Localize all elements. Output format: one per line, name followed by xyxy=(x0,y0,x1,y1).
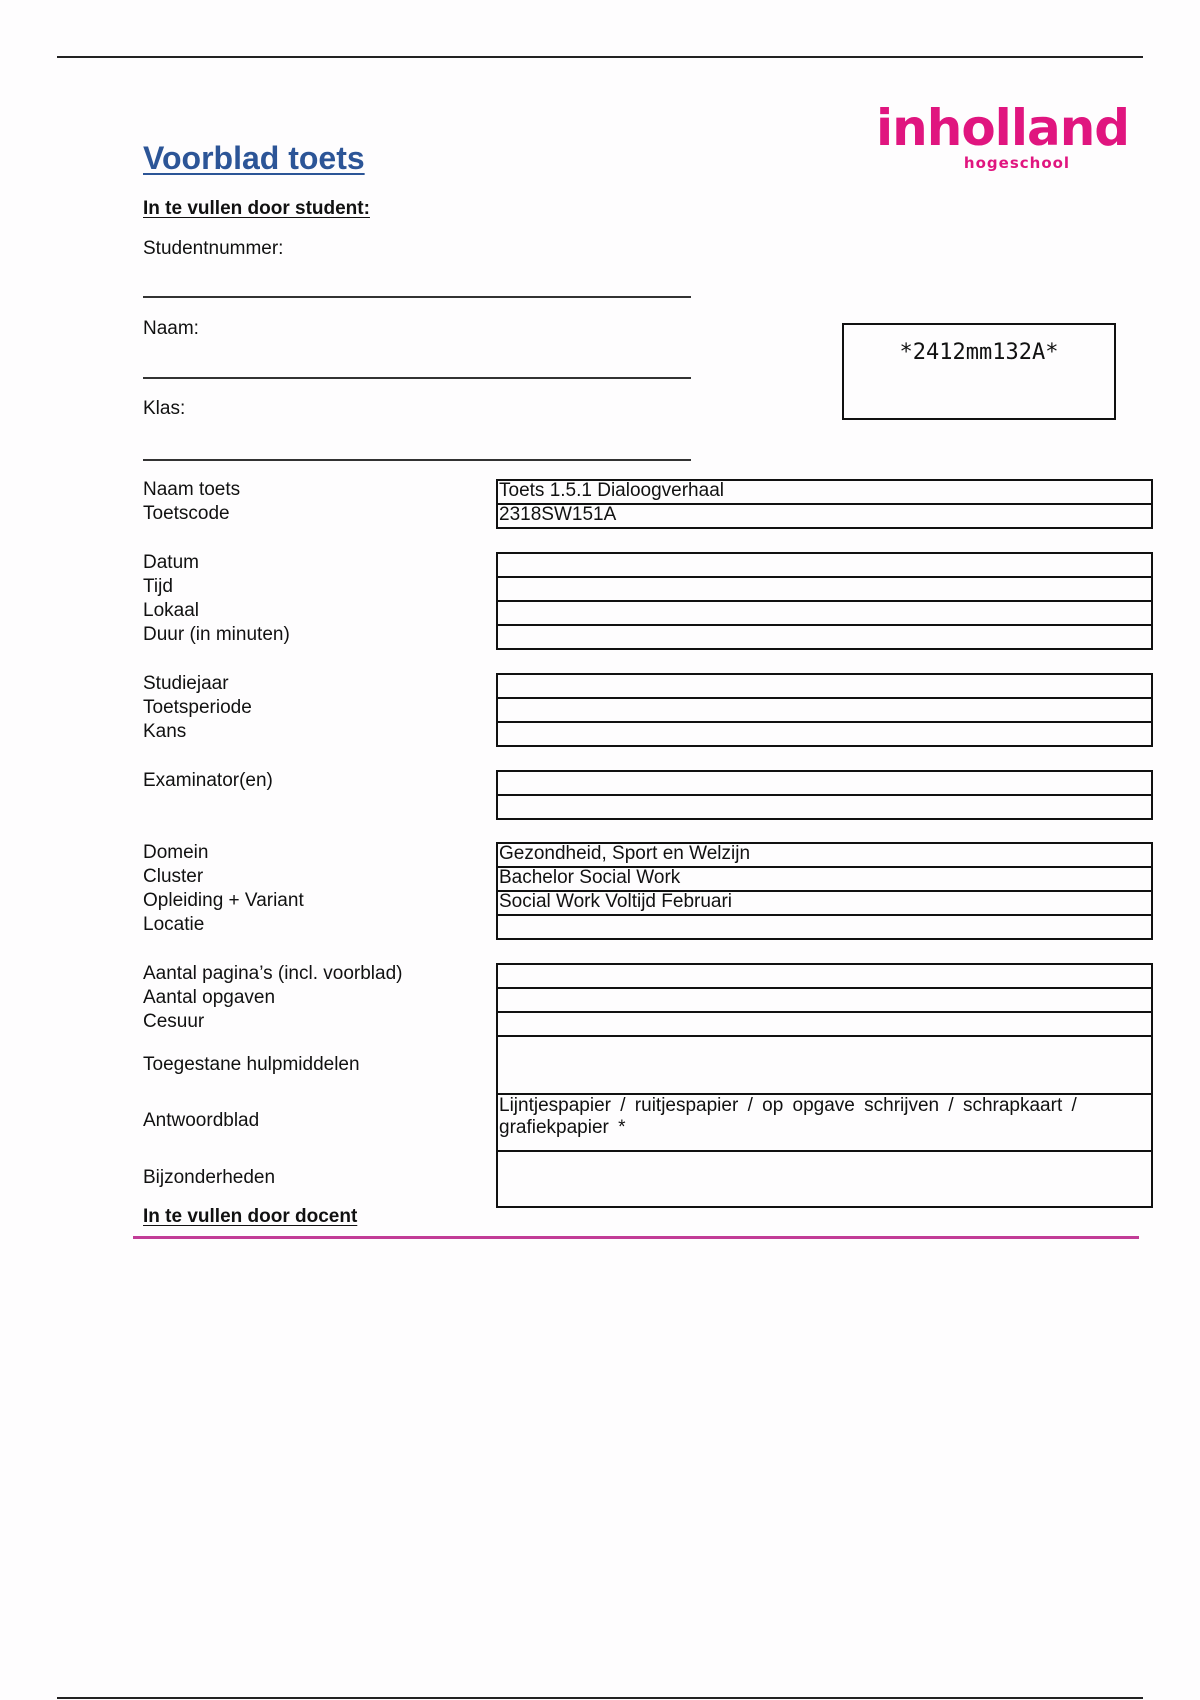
inholland-logo xyxy=(876,99,1130,176)
field-studiejaar[interactable] xyxy=(496,673,1153,699)
field-duur[interactable] xyxy=(496,624,1153,650)
student-section-heading: In te vullen door student: xyxy=(143,198,370,219)
label-hulpmiddelen: Toegestane hulpmiddelen xyxy=(143,1054,360,1075)
field-lokaal[interactable] xyxy=(496,600,1153,626)
label-studiejaar: Studiejaar xyxy=(143,673,229,694)
klas-line[interactable] xyxy=(143,459,691,461)
field-examinator-2[interactable] xyxy=(496,794,1153,820)
label-lokaal: Lokaal xyxy=(143,600,199,621)
studentnummer-line[interactable] xyxy=(143,296,691,298)
naam-line[interactable] xyxy=(143,377,691,379)
field-domein[interactable]: Gezondheid, Sport en Welzijn xyxy=(496,842,1153,868)
page-title: Voorblad toets xyxy=(143,140,365,176)
barcode-box xyxy=(842,323,1116,420)
field-hulpmiddelen[interactable] xyxy=(496,1035,1153,1095)
section-divider xyxy=(133,1236,1139,1239)
field-bijzonderheden[interactable] xyxy=(496,1150,1153,1208)
field-aantal-paginas[interactable] xyxy=(496,963,1153,989)
studentnummer-label: Studentnummer: xyxy=(143,238,284,259)
label-domein: Domein xyxy=(143,842,209,863)
field-naam-toets[interactable]: Toets 1.5.1 Dialoogverhaal xyxy=(496,479,1153,505)
field-toetsperiode[interactable] xyxy=(496,697,1153,723)
label-locatie: Locatie xyxy=(143,914,205,935)
bottom-rule xyxy=(57,1697,1143,1699)
label-aantal-opgaven: Aantal opgaven xyxy=(143,987,276,1008)
label-opleiding: Opleiding + Variant xyxy=(143,890,304,911)
label-toetscode: Toetscode xyxy=(143,503,230,524)
label-cesuur: Cesuur xyxy=(143,1011,205,1032)
klas-label: Klas: xyxy=(143,398,186,419)
field-cesuur[interactable] xyxy=(496,1011,1153,1037)
logo-wordmark: inholland xyxy=(876,99,1130,157)
label-naam-toets: Naam toets xyxy=(143,479,241,500)
field-locatie[interactable] xyxy=(496,914,1153,940)
label-aantal-paginas: Aantal pagina’s (incl. voorblad) xyxy=(143,963,403,984)
label-kans: Kans xyxy=(143,721,187,742)
label-examinator: Examinator(en) xyxy=(143,770,273,791)
field-cluster[interactable]: Bachelor Social Work xyxy=(496,866,1153,892)
label-tijd: Tijd xyxy=(143,576,173,597)
field-tijd[interactable] xyxy=(496,576,1153,602)
field-examinator-1[interactable] xyxy=(496,770,1153,796)
top-rule xyxy=(57,56,1143,58)
teacher-section-heading: In te vullen door docent xyxy=(143,1206,358,1227)
field-kans[interactable] xyxy=(496,721,1153,747)
field-antwoordblad[interactable]: Lijntjespapier / ruitjespapier / op opgave schrijven / schrapkaart / grafiekpapier * xyxy=(496,1093,1153,1152)
field-datum[interactable] xyxy=(496,552,1153,578)
logo-subtext: hogeschool xyxy=(963,154,1071,172)
label-duur: Duur (in minuten) xyxy=(143,624,290,645)
label-cluster: Cluster xyxy=(143,866,204,887)
barcode-text: *2412mm132A* xyxy=(899,340,1059,365)
naam-label: Naam: xyxy=(143,318,199,339)
field-opleiding[interactable]: Social Work Voltijd Februari xyxy=(496,890,1153,916)
label-datum: Datum xyxy=(143,552,199,573)
label-bijzonderheden: Bijzonderheden xyxy=(143,1167,276,1188)
field-aantal-opgaven[interactable] xyxy=(496,987,1153,1013)
field-toetscode[interactable]: 2318SW151A xyxy=(496,503,1153,529)
label-antwoordblad: Antwoordblad xyxy=(143,1110,260,1131)
label-toetsperiode: Toetsperiode xyxy=(143,697,252,718)
